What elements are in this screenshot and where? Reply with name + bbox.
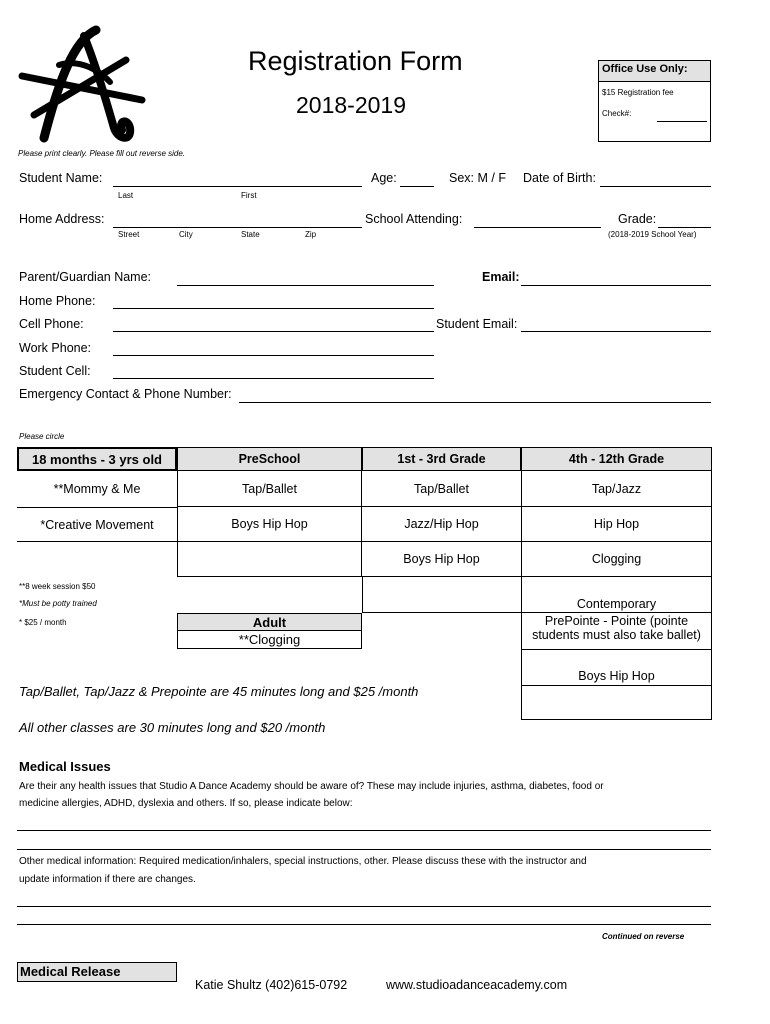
check-number-label: Check#: — [602, 109, 632, 118]
cell-phone-field[interactable] — [113, 331, 434, 332]
medical-question-line1: Are their any health issues that Studio A Dance Academy should be aware of? These may include injuries, asthma, diabetes, food or — [19, 781, 604, 792]
home-address-field[interactable] — [113, 227, 362, 228]
other-medical-line2: update information if there are changes. — [19, 874, 196, 885]
student-name-field[interactable] — [113, 186, 362, 187]
home-phone-label: Home Phone: — [19, 294, 96, 308]
class-grade1-3-boys-hip-hop[interactable]: Boys Hip Hop — [362, 542, 521, 577]
last-name-hint: Last — [118, 191, 134, 200]
medical-release-title: Medical Release — [20, 964, 121, 979]
class-preschool-empty — [177, 542, 362, 577]
class-grade4-12-contemporary[interactable]: Contemporary — [521, 577, 712, 613]
office-use-box — [598, 60, 711, 142]
email-field[interactable] — [521, 285, 711, 286]
class-grade4-12-hip-hop[interactable]: Hip Hop — [521, 507, 712, 542]
home-phone-field[interactable] — [113, 308, 434, 309]
student-email-label: Student Email: — [436, 317, 518, 331]
note-25-month: * $25 / month — [19, 618, 67, 627]
print-note: Please print clearly. Please fill out reverse side. — [18, 149, 186, 158]
prepointe-line1: PrePointe - Pointe (pointe — [544, 614, 689, 628]
sex-label[interactable]: Sex: M / F — [449, 171, 506, 185]
work-phone-field[interactable] — [113, 355, 434, 356]
duration-note-30: All other classes are 30 minutes long and $20 /month — [19, 720, 326, 735]
emergency-contact-label: Emergency Contact & Phone Number: — [19, 387, 232, 401]
studio-logo — [14, 20, 154, 145]
class-grade1-3-jazz-hip-hop[interactable]: Jazz/Hip Hop — [362, 507, 521, 542]
check-number-line[interactable] — [657, 121, 707, 122]
emergency-contact-field[interactable] — [239, 402, 711, 403]
grade-field[interactable] — [658, 227, 711, 228]
class-mommy-and-me[interactable]: **Mommy & Me — [53, 482, 141, 496]
zip-hint: Zip — [305, 230, 317, 239]
please-circle-note: Please circle — [19, 432, 65, 441]
medical-issues-title: Medical Issues — [19, 759, 111, 774]
dob-field[interactable] — [600, 186, 711, 187]
class-grade4-12-tap-jazz[interactable]: Tap/Jazz — [521, 471, 712, 507]
medical-answer-line1[interactable] — [17, 830, 711, 831]
class-grade4-12-empty — [521, 686, 712, 720]
registration-fee: $15 Registration fee — [602, 88, 674, 97]
form-title: Registration Form — [248, 46, 463, 76]
email-label: Email: — [482, 270, 520, 284]
header-1st-3rd: 1st - 3rd Grade — [362, 447, 521, 471]
grade-label: Grade: — [618, 212, 657, 226]
student-cell-field[interactable] — [113, 378, 434, 379]
class-preschool-tap-ballet[interactable]: Tap/Ballet — [177, 471, 362, 507]
other-medical-line1: Other medical information: Required medication/inhalers, special instructions, other. Please discuss these with the instructor and — [19, 856, 587, 867]
note-potty-trained: *Must be potty trained — [19, 599, 97, 608]
footer-contact: Katie Shultz (402)615-0792 — [195, 978, 348, 992]
office-use-title: Office Use Only: — [602, 63, 688, 75]
dob-label: Date of Birth: — [523, 171, 596, 185]
state-hint: State — [241, 230, 260, 239]
cell-phone-label: Cell Phone: — [19, 317, 84, 331]
medical-release-header — [17, 962, 177, 982]
school-label: School Attending: — [365, 212, 463, 226]
age-label: Age: — [371, 171, 397, 185]
home-address-label: Home Address: — [19, 212, 105, 226]
footer-website[interactable]: www.studioadanceacademy.com — [386, 978, 568, 992]
prepointe-line2: students must also take ballet) — [532, 628, 701, 642]
medical-question-line2: medicine allergies, ADHD, dyslexia and others. If so, please indicate below: — [19, 798, 353, 809]
age-field[interactable] — [400, 186, 434, 187]
class-grade1-3-tap-ballet[interactable]: Tap/Ballet — [362, 471, 521, 507]
parent-name-label: Parent/Guardian Name: — [19, 270, 152, 284]
other-medical-answer-line1[interactable] — [17, 906, 711, 907]
student-email-field[interactable] — [521, 331, 711, 332]
form-year: 2018-2019 — [296, 92, 406, 118]
other-medical-answer-line2[interactable] — [17, 924, 711, 925]
class-grade4-12-prepointe[interactable] — [521, 613, 712, 650]
class-creative-movement[interactable]: *Creative Movement — [17, 507, 177, 542]
class-grade4-12-boys-hip-hop[interactable]: Boys Hip Hop — [521, 650, 712, 686]
continued-on-reverse: Continued on reverse — [602, 932, 685, 941]
student-name-label: Student Name: — [19, 171, 103, 185]
class-preschool-boys-hip-hop[interactable]: Boys Hip Hop — [177, 507, 362, 542]
header-18-months: 18 months - 3 yrs old — [17, 447, 177, 471]
class-grade4-12-clogging[interactable]: Clogging — [521, 542, 712, 577]
work-phone-label: Work Phone: — [19, 341, 92, 355]
parent-name-field[interactable] — [177, 285, 434, 286]
grade-note: (2018-2019 School Year) — [608, 230, 697, 239]
note-8-week: **8 week session $50 — [19, 582, 96, 591]
first-name-hint: First — [241, 191, 257, 200]
header-4th-12th: 4th - 12th Grade — [521, 447, 712, 471]
medical-answer-line2[interactable] — [17, 849, 711, 850]
header-preschool: PreSchool — [177, 447, 362, 471]
student-cell-label: Student Cell: — [19, 364, 91, 378]
school-field[interactable] — [474, 227, 601, 228]
class-grade1-3-empty — [362, 577, 521, 613]
street-hint: Street — [118, 230, 140, 239]
city-hint: City — [179, 230, 193, 239]
header-adult: Adult — [177, 613, 362, 631]
class-adult-clogging[interactable]: **Clogging — [177, 631, 362, 649]
duration-note-45: Tap/Ballet, Tap/Jazz & Prepointe are 45 minutes long and $25 /month — [19, 684, 419, 699]
